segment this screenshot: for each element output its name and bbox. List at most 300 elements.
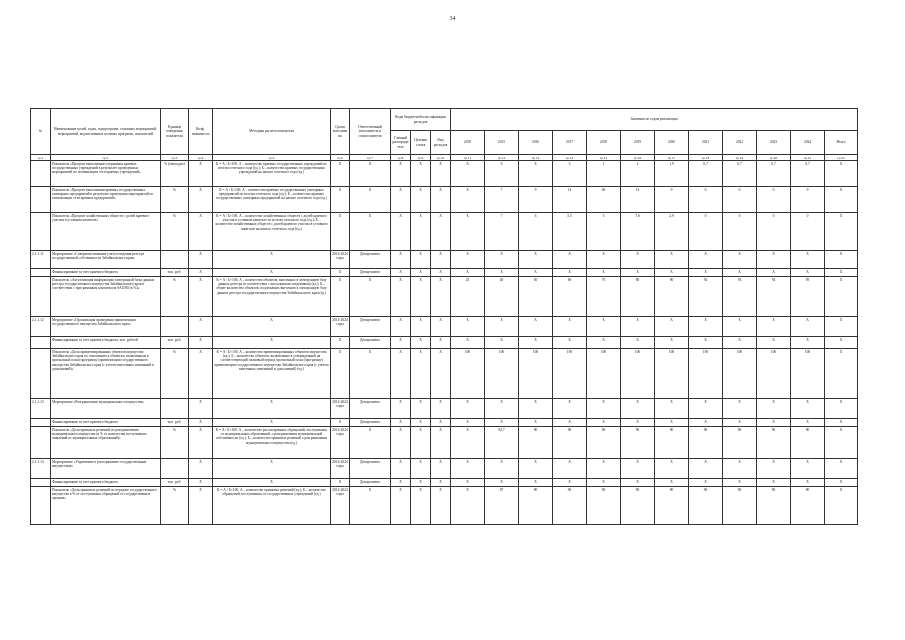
row-year-value: X [791,317,825,337]
row-name: Финансирование за счет краевого бюджета [51,419,161,427]
row-coef: X [189,251,213,269]
row-exp-type: X [431,399,451,419]
table-row [31,213,858,251]
row-name: Показатель «Процент хозяйственных обществ с долей краевого участия в уставном капитале» [51,213,161,251]
row-year-value: X [791,459,825,479]
row-responsible: Департамент [350,269,391,277]
row-year-value: 100 [587,349,621,399]
column-number: гр.15 [587,155,621,161]
row-year-value: 90 [587,487,621,525]
row-exp-type: X [431,161,451,187]
row-period: 2014-2024 годы [331,459,350,479]
header-unit: Единица измерения показателя [161,109,189,155]
header-period: Сроки исполнения [331,109,350,155]
row-year-value: X [825,213,858,251]
row-year-value: X [655,459,689,479]
table-row [31,479,858,487]
row-year-value: X [621,459,655,479]
row-year-value: 100 [451,349,485,399]
row-number [31,269,51,277]
row-year-value: X [587,399,621,419]
row-year-value: 6 [519,213,553,251]
row-year-value: 90 [553,427,587,459]
row-exp-type: X [431,337,451,349]
row-year-value: X [757,399,791,419]
row-responsible: X [350,487,391,525]
row-period: 2014-2024 годы [331,487,350,525]
row-year-value: 90 [655,277,689,317]
column-number: гр.4 [189,155,213,161]
row-year-value: 92,7 [485,427,519,459]
row-year-value: X [485,251,519,269]
column-number: гр.14 [553,155,587,161]
row-year-value: 8 [519,161,553,187]
row-year-value: X [621,317,655,337]
row-year-value: 100 [519,349,553,399]
row-grbs: X [391,479,411,487]
row-responsible: X [350,187,391,213]
column-number: гр.13 [519,155,553,161]
row-year-value: 100 [553,349,587,399]
row-year-value: 92 [689,277,723,317]
table-row [31,269,858,277]
row-year-value: 70 [587,277,621,317]
row-year-value: 93 [723,277,757,317]
table-row [31,337,858,349]
row-grbs: X [391,487,411,525]
row-year-value: 100 [723,349,757,399]
row-year-value: X [553,479,587,487]
row-method: К = А / Б×100, А – количество краевых государственных учреждений по итогам отчетного года (ед.); Б – количество краевых государственных учреждений на начало отчетного года (ед.) [213,161,331,187]
header-responsible: Ответственный исполнитель и соисполнители [350,109,391,155]
row-year-value: 1,9 [655,161,689,187]
row-year-value: 25 [451,277,485,317]
row-year-value: 5 [587,213,621,251]
row-year-value: 7 [485,213,519,251]
row-year-value: X [655,399,689,419]
row-year-value: X [689,399,723,419]
row-section: X [411,427,431,459]
row-method: К = А / Б×100, А – количество принятых решений (ед.); Б – количество обращений, поступивших от государственных учреждений (ед.) [213,487,331,525]
row-year-value: 0 [757,187,791,213]
row-coef: X [189,427,213,459]
row-responsible: X [350,349,391,399]
row-year-value: X [553,399,587,419]
row-name: Показатель «Процент выполнения сохранения краевых государственных учреждений в результате проведенных мероприятий по оптимизации сети краевых учреждений» [51,161,161,187]
row-coef: X [189,317,213,337]
row-year-value: 90 [791,487,825,525]
row-year-value: X [689,459,723,479]
table-row [31,427,858,459]
row-year-value: 90 [621,427,655,459]
table-row [31,459,858,479]
column-number: гр.10 [431,155,451,161]
row-year-value: X [485,419,519,427]
row-unit: тыс. руб. [161,269,189,277]
row-year-value: X [723,479,757,487]
column-number: гр.20 [757,155,791,161]
row-grbs: X [391,399,411,419]
row-section: X [411,269,431,277]
row-year-value: X [587,479,621,487]
row-year-value: X [587,337,621,349]
row-responsible: Департамент [350,317,391,337]
header-num: № [31,109,51,155]
row-unit: % [161,187,189,213]
row-number [31,419,51,427]
row-year-value: X [587,419,621,427]
row-section: X [411,161,431,187]
row-year-value: X [825,419,858,427]
row-number [31,427,51,459]
row-year-value: X [519,251,553,269]
row-unit: тыс. руб. [161,337,189,349]
row-year-value: X [553,337,587,349]
row-exp-type: X [431,349,451,399]
header-year: 2018 [451,131,485,155]
row-year-value: 90 [519,427,553,459]
table-row [31,487,858,525]
row-exp-type: X [431,251,451,269]
row-year-value: X [655,479,689,487]
row-year-value: 100 [757,349,791,399]
column-number: гр.2 [51,155,161,161]
row-year-value: X [825,479,858,487]
row-unit [161,459,189,479]
row-exp-type: X [431,187,451,213]
row-year-value: X [723,317,757,337]
row-year-value: 90 [689,487,723,525]
row-name: Показатель «Доля принятых решений по передаче государственного имущества в % от поступивших обращений от государственных органов» [51,487,161,525]
header-year: 2017 [553,131,587,155]
row-unit: % [161,213,189,251]
row-year-value: 0,7 [791,161,825,187]
row-year-value: 3 [553,161,587,187]
row-responsible: Департамент [350,459,391,479]
header-year: 2016 [519,131,553,155]
row-exp-type: X [431,427,451,459]
row-year-value: X [723,251,757,269]
row-year-value: X [825,487,858,525]
row-year-value: 5,5 [553,213,587,251]
row-number: 2.1.1.13 [31,399,51,419]
row-year-value: X [587,251,621,269]
row-period: X [331,349,350,399]
row-method: X [213,459,331,479]
row-exp-type: X [431,487,451,525]
row-grbs: X [391,251,411,269]
header-year: 2021 [689,131,723,155]
row-year-value: X [485,479,519,487]
row-year-value: 90 [655,487,689,525]
row-method: X [213,251,331,269]
row-coef: X [189,479,213,487]
row-year-value: 100 [485,349,519,399]
row-year-value: X [757,251,791,269]
row-number: 2.1.1.11 [31,251,51,269]
row-name: Финансирование за счет краевого бюджета [51,479,161,487]
row-period: X [331,277,350,317]
header-year: 2015 [485,131,519,155]
row-grbs: X [391,277,411,317]
row-name: Мероприятие «Разграничение муниципального имущества» [51,399,161,419]
row-year-value: X [519,479,553,487]
row-unit: % [161,277,189,317]
row-responsible: X [350,161,391,187]
row-year-value: X [723,419,757,427]
row-period: X [331,419,350,427]
row-year-value: X [451,161,485,187]
header-year: 2022 [723,131,757,155]
row-period: X [331,161,350,187]
row-section: X [411,399,431,419]
header-total: Итого [825,131,858,155]
column-number: гр.22 [825,155,858,161]
row-grbs: X [391,459,411,479]
row-year-value: X [689,479,723,487]
row-year-value: 0,7 [689,161,723,187]
row-unit: % [161,487,189,525]
row-method: X [213,317,331,337]
row-year-value: 90 [791,427,825,459]
row-year-value: X [553,317,587,337]
row-responsible: X [350,427,391,459]
row-number [31,349,51,399]
row-period: 2014-2024 годы [331,427,350,459]
table-row [31,161,858,187]
row-number [31,487,51,525]
row-year-value: X [825,251,858,269]
row-coef: X [189,419,213,427]
row-number: 2.1.1.12 [31,317,51,337]
row-year-value: X [553,269,587,277]
row-responsible: Департамент [350,399,391,419]
row-year-value: 0 [655,187,689,213]
row-year-value: X [621,419,655,427]
row-year-value: 90 [621,487,655,525]
column-number: гр.18 [689,155,723,161]
row-name: Показатель «Доля приватизированных объектов имущества Забайкальского края по отношению к объектам, включенным в прогнозный план (программу) приватизации государственного имущества Забайкальского края (с учетом внесенных изменений и дополнений)» [51,349,161,399]
row-year-value: 0 [723,213,757,251]
row-method: К = А / Б×100, А – количество краевых государственных унитарных предприятий по итогам отчетного года (ед.); Б – количество краевых государственных унитарных предприятий на начало отчетного года (ед.) [213,187,331,213]
row-period: 2014-2024 годы [331,399,350,419]
row-section: X [411,337,431,349]
table-row [31,419,858,427]
row-unit: % (ежегодно) [161,161,189,187]
row-year-value: X [757,419,791,427]
table-row [31,251,858,269]
row-name: Финансирование за счет краевого бюджета, тыс. рублей [51,337,161,349]
row-year-value: 0 [689,187,723,213]
row-coef: X [189,349,213,399]
header-values: Значения по годам реализации [451,109,858,131]
row-method: X [213,269,331,277]
row-exp-type: X [431,277,451,317]
row-method: К = А / Б×100, А – количество приватизированных объектов имущества (ед.); Б – количество объектов, включенных в утвержденный на соответствующий плановый период прогнозный план (программу) приватизации государственного имущества Забайкальского края (с учетом внесенных изменений и дополнений) (ед.) [213,349,331,399]
row-year-value: X [587,269,621,277]
row-year-value: X [825,317,858,337]
row-name: Показатель «Доля принятых решений по разграничению муниципального имущества (в % от количества поступивших заявлений от муниципальных образований)» [51,427,161,459]
row-year-value: X [519,337,553,349]
row-unit [161,251,189,269]
header-year: 2023 [757,131,791,155]
row-year-value: X [655,337,689,349]
row-grbs: X [391,349,411,399]
row-year-value: X [553,459,587,479]
table-body [31,155,858,525]
row-unit: тыс. руб. [161,479,189,487]
header-coef: Коэф. значимости [189,109,213,155]
row-year-value: X [485,337,519,349]
row-unit [161,399,189,419]
header-year: 2020 [655,131,689,155]
row-coef: X [189,277,213,317]
table-row [31,399,858,419]
row-year-value: X [553,251,587,269]
row-period: 2014-2024 годы [331,317,350,337]
row-year-value: X [757,337,791,349]
row-exp-type: X [431,479,451,487]
row-year-value: X [519,459,553,479]
header-grbs: Главный распорядитель [391,131,411,155]
row-method: К = А / Б×100, А – количество рассмотренных обращений, поступивших от муниципальных образований, о разграничении муниципальной собственности (ед.); Б – количество принятых решений о разграничении муниципального имущества (ед.) [213,427,331,459]
row-year-value: X [451,479,485,487]
row-method: К = А / Б×100, А – количество хозяйственных обществ с долей краевого участия в уставном капитале по итогам отчетного года (ед.); Б – количество хозяйственных обществ с долей краевого участия в уставном капитале на начало отчетного года (ед.) [213,213,331,251]
table-row [31,349,858,399]
row-year-value: 95 [791,277,825,317]
row-year-value: 90 [587,427,621,459]
row-year-value: 50 [519,277,553,317]
row-year-value: X [757,479,791,487]
row-year-value: X [519,419,553,427]
row-year-value: 100 [689,349,723,399]
header-exp-type: Вид расходов [431,131,451,155]
row-year-value: X [825,427,858,459]
row-year-value: X [451,317,485,337]
row-year-value: 0 [723,187,757,213]
row-exp-type: X [431,317,451,337]
row-method: X [213,337,331,349]
row-year-value: 80 [621,277,655,317]
row-year-value: X [451,419,485,427]
row-grbs: X [391,317,411,337]
row-year-value: X [621,251,655,269]
row-year-value: X [519,269,553,277]
row-number [31,277,51,317]
row-year-value: X [825,161,858,187]
row-section: X [411,419,431,427]
row-year-value: X [791,337,825,349]
row-year-value: X [757,459,791,479]
program-table [30,108,858,525]
row-method: X [213,419,331,427]
row-year-value: X [825,459,858,479]
row-year-value: X [791,269,825,277]
row-year-value: X [655,269,689,277]
row-section: X [411,277,431,317]
row-year-value: 90 [757,427,791,459]
row-year-value: X [825,269,858,277]
table-row [31,277,858,317]
row-year-value: 1 [587,161,621,187]
row-grbs: X [391,269,411,277]
column-number: гр.17 [655,155,689,161]
row-year-value: X [757,317,791,337]
row-coef: X [189,399,213,419]
row-grbs: X [391,187,411,213]
row-year-value: 90 [689,427,723,459]
row-grbs: X [391,427,411,459]
row-name: Показатель «Актуализация информации электронной базы данных реестра государственного имущества Забайкальского края в соответствии с программным комплексом SAUMI (в %)» [51,277,161,317]
row-year-value: X [451,213,485,251]
column-number: гр.3 [161,155,189,161]
row-period: X [331,187,350,213]
row-unit: % [161,427,189,459]
row-section: X [411,251,431,269]
row-year-value: 90 [553,487,587,525]
row-year-value: X [825,399,858,419]
row-period: X [331,213,350,251]
row-method: К = А / Б×100, А – количество объектов, внесенных в электронную базу данных реестра (в соответствии с актуальными сведениями) (ед.); Б – общее количество объектов, подлежащих внесению в электронную базу данных реестра государственного имущества Забайкальского края (ед.) [213,277,331,317]
row-year-value: 0 [791,187,825,213]
row-unit: % [161,349,189,399]
row-responsible: X [350,277,391,317]
row-period: 2014-2024 годы [331,251,350,269]
row-name: Мероприятие «Управление и распоряжение государственным имуществом» [51,459,161,479]
column-number: гр.1 [31,155,51,161]
row-exp-type: X [431,459,451,479]
row-coef: X [189,213,213,251]
row-responsible: Департамент [350,419,391,427]
header-section: Целевая статья [411,131,431,155]
row-section: X [411,479,431,487]
row-number [31,187,51,213]
table-row [31,317,858,337]
row-year-value: 94 [757,277,791,317]
header-year: 2019 [621,131,655,155]
row-year-value: 6 [485,161,519,187]
row-year-value: X [485,399,519,419]
row-year-value: X [791,251,825,269]
row-number [31,479,51,487]
row-year-value: X [587,317,621,337]
row-exp-type: X [431,269,451,277]
row-year-value: X [485,459,519,479]
row-year-value: 46 [587,187,621,213]
header-year: 2018 [587,131,621,155]
row-year-value: 14 [621,187,655,213]
row-year-value: 0 [791,213,825,251]
row-coef: X [189,487,213,525]
row-unit [161,317,189,337]
row-year-value: 90 [723,487,757,525]
row-year-value: X [485,269,519,277]
row-year-value: 0 [689,213,723,251]
row-year-value: 90 [723,427,757,459]
row-year-value: X [451,487,485,525]
row-section: X [411,487,431,525]
row-year-value: 2 [621,161,655,187]
row-year-value: X [791,479,825,487]
row-section: X [411,187,431,213]
row-responsible: Департамент [350,251,391,269]
row-year-value: X [825,349,858,399]
column-number: гр.16 [621,155,655,161]
header-budget-codes: Коды бюджетной классификации расходов [391,109,451,131]
row-exp-type: X [431,213,451,251]
row-section: X [411,459,431,479]
row-year-value: X [451,251,485,269]
